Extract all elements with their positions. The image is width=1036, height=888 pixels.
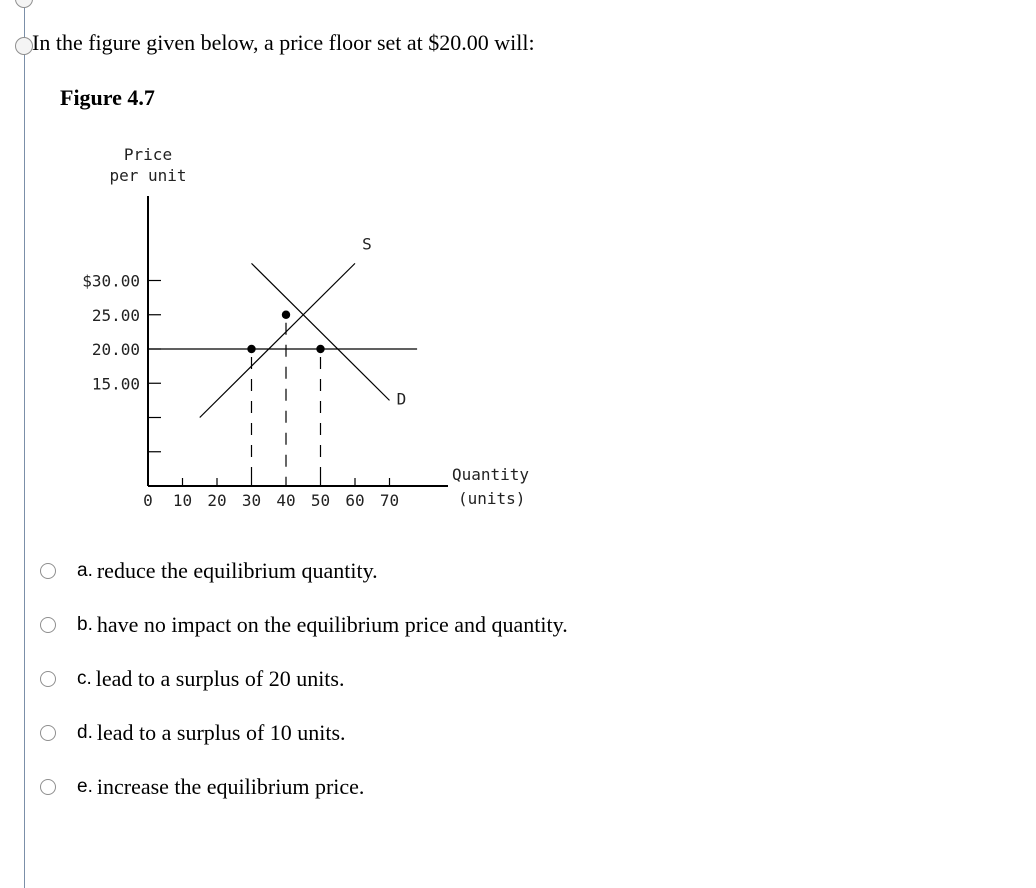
- y-axis-label-line-2: per unit: [109, 166, 187, 185]
- y-axis-label-line-1: Price: [123, 145, 173, 164]
- choice-b-radio[interactable]: [40, 617, 56, 633]
- choice-c-text: lead to a surplus of 20 units.: [95, 666, 345, 691]
- choice-a[interactable]: [40, 544, 568, 598]
- demand-curve-label: D: [396, 389, 407, 409]
- y-tick-marks: [148, 281, 161, 452]
- question-text: In the figure given below, a price floor set at $20.00 will:: [32, 30, 535, 55]
- x-tick-label: 70: [379, 491, 400, 510]
- choice-a-radio[interactable]: [40, 563, 56, 579]
- choice-b-letter: b.: [77, 614, 93, 635]
- x-tick-label: 0: [143, 491, 153, 510]
- answer-choices: [40, 544, 568, 814]
- choice-a-text: reduce the equilibrium quantity.: [96, 558, 378, 583]
- choice-e-text: increase the equilibrium price.: [96, 774, 365, 799]
- choice-d-radio[interactable]: [40, 725, 56, 741]
- x-axis-label-line-2: (units): [458, 489, 526, 508]
- figure-title: Figure 4.7: [60, 85, 155, 110]
- y-tick-label: 20.00: [91, 340, 140, 359]
- y-tick-label: 25.00: [91, 305, 140, 325]
- x-tick-label: 60: [345, 491, 365, 510]
- x-tick-label: 20: [207, 491, 227, 510]
- x-tick-label: 50: [310, 491, 331, 510]
- previous-answer-radio[interactable]: [15, 0, 33, 8]
- chart-point: [316, 345, 324, 353]
- question-left-rail: [24, 0, 25, 888]
- choice-d[interactable]: [40, 706, 568, 760]
- choice-d-text: lead to a surplus of 10 units.: [96, 720, 346, 745]
- supply-curve-label: S: [362, 234, 372, 254]
- choice-c-letter: c.: [77, 668, 92, 689]
- x-tick-marks: [148, 478, 390, 486]
- choice-e[interactable]: [40, 760, 568, 814]
- choice-c[interactable]: [40, 652, 568, 706]
- choice-b-text: have no impact on the equilibrium price and quantity.: [96, 612, 568, 637]
- x-tick-label: 40: [276, 491, 296, 510]
- chart-point: [247, 345, 255, 353]
- choice-d-letter: d.: [77, 722, 93, 743]
- question-select-radio[interactable]: [15, 37, 33, 55]
- chart-point: [282, 311, 290, 319]
- y-tick-label: 15.00: [91, 374, 140, 394]
- supply-demand-chart: [60, 138, 560, 518]
- choice-c-radio[interactable]: [40, 671, 56, 687]
- choice-a-letter: a.: [77, 560, 93, 581]
- choice-b[interactable]: [40, 598, 568, 652]
- y-tick-label: $30.00: [82, 271, 140, 291]
- x-tick-label: 10: [172, 491, 193, 510]
- choice-e-letter: e.: [77, 776, 93, 797]
- dashed-guide-lines: [252, 323, 321, 478]
- x-axis-label-line-1: Quantity: [452, 465, 530, 484]
- supply-curve: [200, 263, 355, 417]
- choice-e-radio[interactable]: [40, 779, 56, 795]
- x-tick-label: 30: [241, 491, 262, 510]
